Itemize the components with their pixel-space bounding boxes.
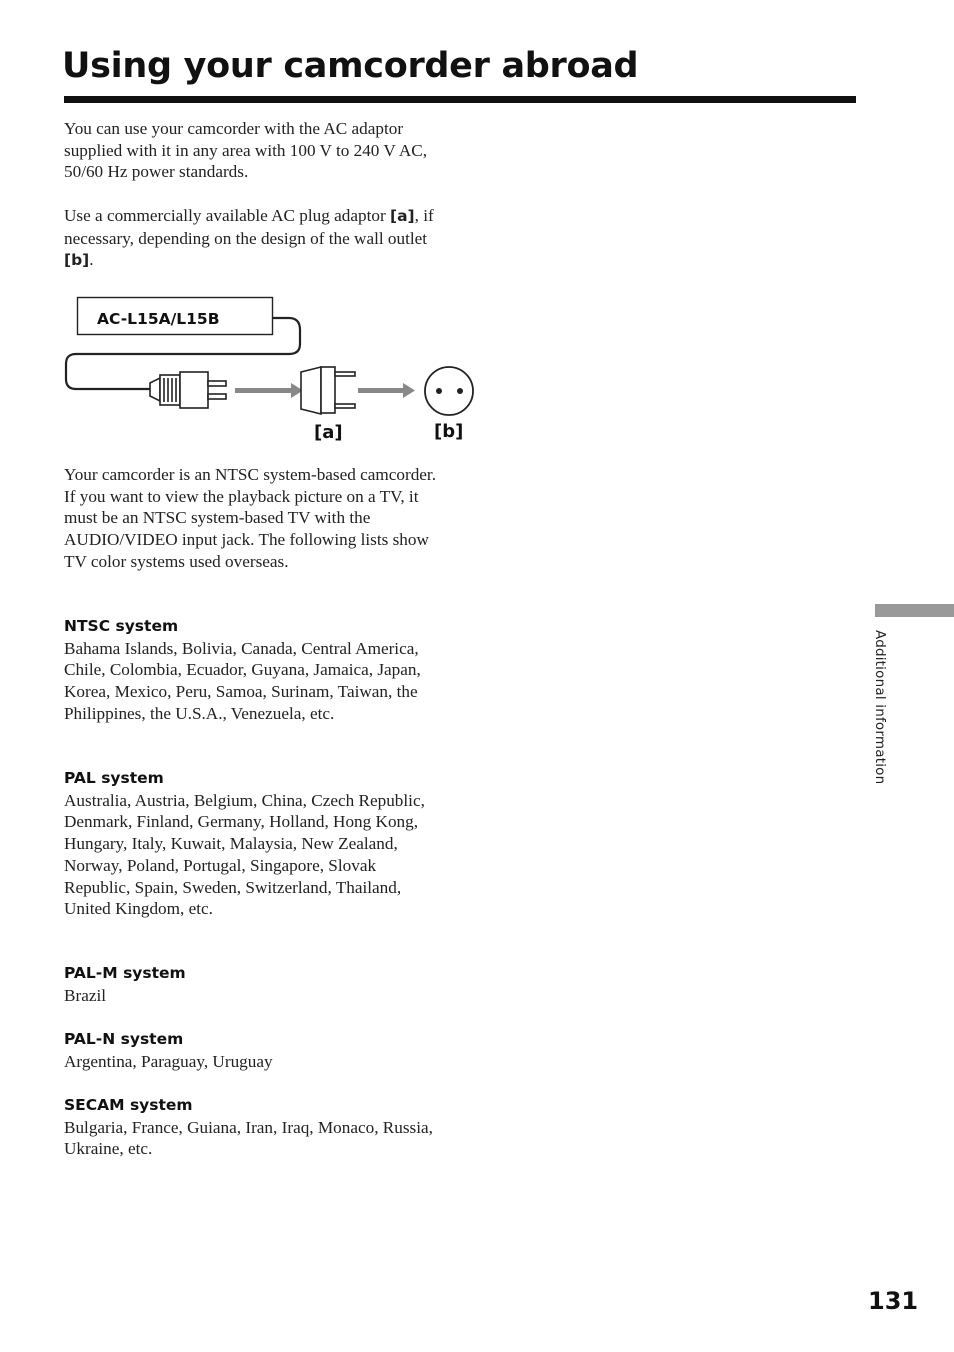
- system-countries: Bulgaria, France, Guiana, Iran, Iraq, Monaco, Russia, Ukraine, etc.: [64, 1117, 433, 1159]
- system-heading: PAL-M system: [64, 964, 186, 982]
- cord-plug-icon: [150, 372, 226, 408]
- system-block-secam: [64, 1095, 444, 1160]
- system-countries: Argentina, Paraguay, Uruguay: [64, 1051, 273, 1071]
- plug-adaptor-text-start: Use a commercially available AC plug adaptor: [64, 206, 390, 225]
- ntsc-note-paragraph: Your camcorder is an NTSC system-based camcorder. If you want to view the playback picture on a TV, it must be an NTSC system-based TV with the AUDIO/VIDEO input jack. The following lists show TV color systems used overseas.: [64, 465, 436, 571]
- diagram-label-b: [b]: [434, 421, 464, 442]
- plug-adaptor-text-middle: , if necessary, depending on the design of the wall outlet: [64, 206, 434, 248]
- arrow-right-icon: [235, 383, 303, 398]
- system-heading: PAL-N system: [64, 1030, 184, 1048]
- system-countries: Australia, Austria, Belgium, China, Czech Republic, Denmark, Finland, Germany, Holland, Hong Kong, Hungary, Italy, Kuwait, Malaysia, New Zealand, Norway, Poland, Portugal, Singapore, Slovak Republic, Spain, Sweden, Switzerland, Thailand, United Kingdom, etc.: [64, 790, 425, 919]
- system-block-pal-n: [64, 1029, 444, 1072]
- system-block-pal-m: [64, 963, 444, 1006]
- page-title: Using your camcorder abroad: [62, 46, 639, 86]
- section-tab-marker: [875, 604, 954, 617]
- wall-outlet-icon: [425, 367, 473, 415]
- system-countries: Brazil: [64, 985, 106, 1005]
- ac-adaptor-label: AC-L15A/L15B: [97, 310, 220, 328]
- title-rule: [64, 96, 856, 103]
- system-heading: PAL system: [64, 769, 164, 787]
- reference-b: [b]: [64, 251, 90, 270]
- reference-a: [a]: [389, 207, 415, 225]
- system-block-ntsc: [64, 616, 444, 725]
- intro-paragraph-plug-adaptor: [64, 205, 444, 272]
- system-block-pal: [64, 768, 444, 920]
- page-number: 131: [868, 1287, 919, 1315]
- arrow-right-icon: [358, 383, 415, 398]
- diagram-label-a: [a]: [314, 422, 343, 443]
- plug-adaptor-text-end: .: [89, 250, 94, 270]
- system-heading: NTSC system: [64, 617, 179, 635]
- system-heading: SECAM system: [64, 1096, 193, 1114]
- plug-adaptor-icon: [301, 367, 355, 414]
- intro-paragraph-power: You can use your camcorder with the AC adaptor supplied with it in any area with 100 V to 240 V AC, 50/60 Hz power standards.: [64, 119, 428, 182]
- system-countries: Bahama Islands, Bolivia, Canada, Central America, Chile, Colombia, Ecuador, Guyana, Jamaica, Japan, Korea, Mexico, Peru, Samoa, Surinam, Taiwan, the Philippines, the U.S.A., Venezuela, etc.: [64, 638, 421, 723]
- plug-adaptor-diagram: [60, 290, 490, 450]
- section-side-label: Additional information: [872, 630, 888, 785]
